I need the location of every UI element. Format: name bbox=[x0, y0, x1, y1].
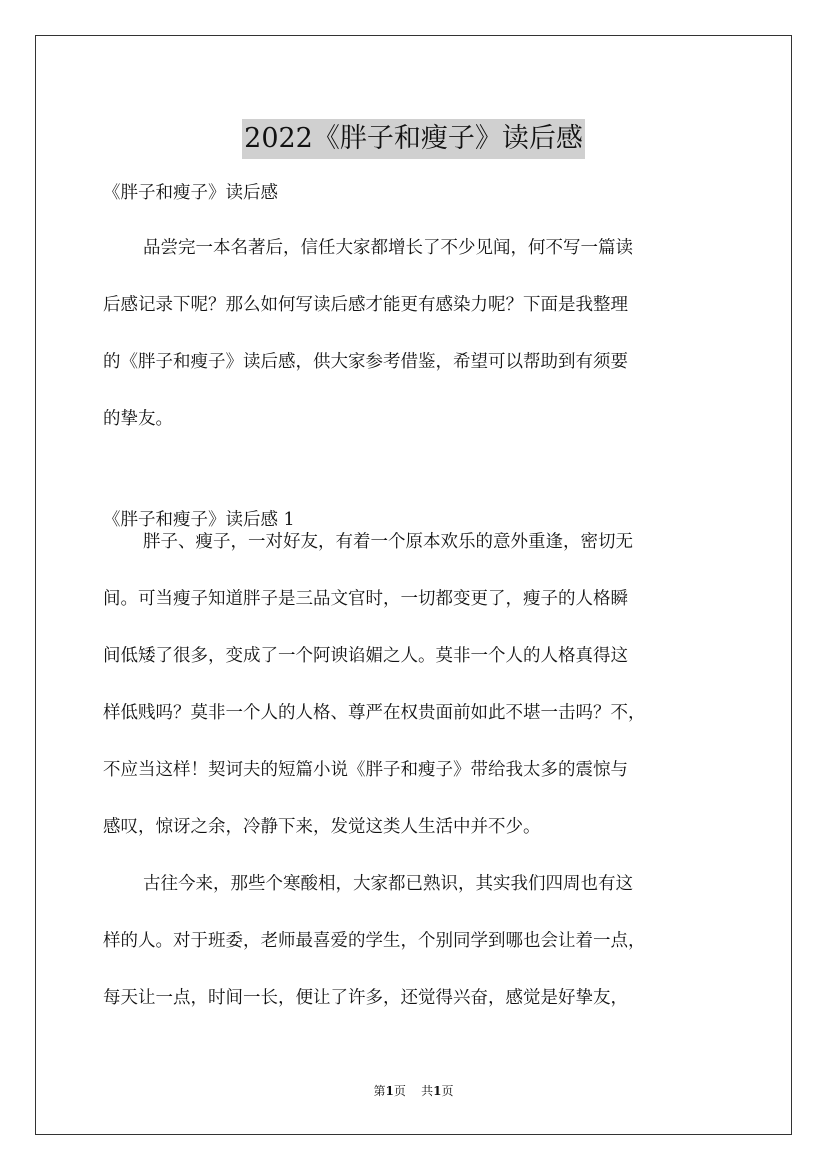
section1-p1-line-4: 样低贱吗？莫非一个人的人格、尊严在权贵面前如此不堪一击吗？不， bbox=[103, 703, 646, 723]
title-container bbox=[0, 101, 827, 177]
page-number: 第1页 bbox=[373, 1084, 406, 1098]
section1-p1-line-1: 胖子、瘦子，一对好友，有着一个原本欢乐的意外重逢，密切无 bbox=[143, 532, 633, 552]
page-footer bbox=[0, 1083, 827, 1099]
total-pages: 共1页 bbox=[421, 1084, 454, 1098]
section1-p1-line-5: 不应当这样！契诃夫的短篇小说《胖子和瘦子》带给我太多的震惊与 bbox=[103, 760, 628, 780]
section1-p2-line-2: 样的人。对于班委，老师最喜爱的学生，个别同学到哪也会让着一点， bbox=[103, 931, 646, 951]
section1-p1-line-6: 感叹，惊讶之余，冷静下来，发觉这类人生活中并不少。 bbox=[103, 817, 541, 837]
section1-p2-line-3: 每天让一点，时间一长，便让了许多，还觉得兴奋，感觉是好挚友， bbox=[103, 988, 628, 1008]
intro-line-1: 品尝完一本名著后，信任大家都增长了不少见闻，何不写一篇读 bbox=[143, 238, 633, 258]
section1-heading: 《胖子和瘦子》读后感 1 bbox=[103, 510, 295, 530]
section1-p2-line-1: 古往今来，那些个寒酸相，大家都已熟识，其实我们四周也有这 bbox=[143, 874, 633, 894]
intro-paragraph bbox=[103, 220, 735, 448]
intro-line-4: 的挚友。 bbox=[103, 409, 173, 429]
document-title: 2022《胖子和瘦子》读后感 bbox=[242, 119, 585, 159]
intro-line-3: 的《胖子和瘦子》读后感，供大家参考借鉴，希望可以帮助到有须要 bbox=[103, 352, 628, 372]
section1-paragraph-2 bbox=[103, 856, 735, 1027]
section1-p1-line-2: 间。可当瘦子知道胖子是三品文官时，一切都变更了，瘦子的人格瞬 bbox=[103, 589, 628, 609]
intro-line-2: 后感记录下呢？那么如何写读后感才能更有感染力呢？下面是我整理 bbox=[103, 295, 628, 315]
intro-heading: 《胖子和瘦子》读后感 bbox=[103, 183, 278, 203]
section1-p1-line-3: 间低矮了很多，变成了一个阿谀谄媚之人。莫非一个人的人格真得这 bbox=[103, 646, 628, 666]
section1-paragraph-1 bbox=[103, 514, 735, 856]
